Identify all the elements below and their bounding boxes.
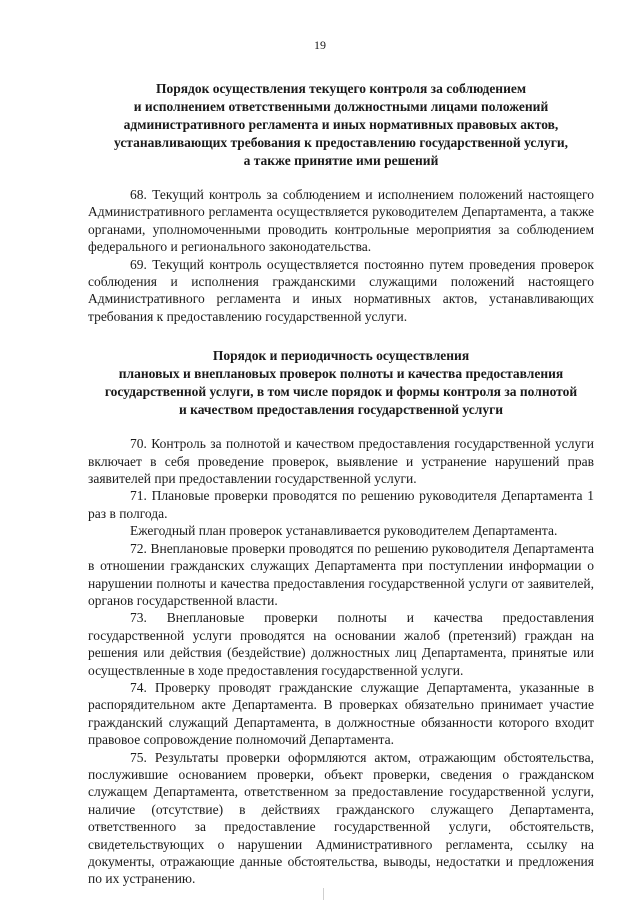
- paragraph-annual-plan: Ежегодный план проверок устанавливается руководителем Департамента.: [130, 523, 558, 539]
- paragraph-73: 73. Внеплановые проверки полноты и качества предоставления государственной услуги проводятся на основании жалоб (претензий) граждан на решения или действия (бездействие) должностных лиц Департамента, принятые или осуществленные в ходе предоставления государственной услуги.: [88, 610, 594, 678]
- scan-mark: [323, 888, 324, 900]
- paragraph-70: 70. Контроль за полнотой и качеством предоставления государственной услуги включает в себя проведение проверок, выявление и устранение нарушений прав заявителей при предоставлении государственной услуги.: [88, 436, 594, 487]
- heading-line: Порядок осуществления текущего контроля за соблюдением: [155, 81, 527, 96]
- paragraph-74: 74. Проверку проводят гражданские служащие Департамента, указанные в распорядительном акте Департамента. В проверках обязательно принимает участие гражданский служащий Департамента, в должностные обязанности которого входит правовое сопровождение полномочий Департамента.: [88, 679, 594, 748]
- paragraph-72: 72. Внеплановые проверки проводятся по решению руководителя Департамента в отношении гражданских служащих Департамента при поступлении информации о нарушении полноты и качества предоставления государственной услуги от заявителей, органов государственной власти.: [88, 540, 594, 608]
- page-number: 19: [314, 38, 326, 52]
- heading-line: Порядок и периодичность осуществления: [212, 348, 470, 364]
- paragraph-68: 68. Текущий контроль за соблюдением и исполнением положений настоящего Административного регламента осуществляется руководителем Департамента, а также органами, уполномоченными проводить контрольные мероприятия за соблюдением федерального и регионального законодательства.: [88, 187, 594, 255]
- heading-line: и качеством предоставления государственной услуги: [179, 402, 503, 418]
- heading-line: государственной услуги, в том числе порядок и формы контроля за полнотой: [104, 384, 578, 400]
- section-heading-inspections: [88, 347, 594, 419]
- paragraph-69: 69. Текущий контроль осуществляется постоянно путем проведения проверок соблюдения и исполнения гражданскими служащими положений настоящего Административного регламента и иных нормативных актов, устанавливающих требования к предоставлению государственной услуги.: [88, 256, 594, 324]
- heading-line: административного регламента и иных нормативных правовых актов,: [123, 117, 559, 132]
- document-body: [88, 80, 594, 888]
- section-heading-current-control: [88, 80, 594, 170]
- paragraph-75: 75. Результаты проверки оформляются актом, отражающим обстоятельства, послужившие основанием проверки, объект проверки, сведения о гражданском служащем Департамента, ответственном за предоставление государственной услуги, наличие (отсутствие) в действиях гражданского служащего Департамента, ответственного за предоставление государственной услуги, обстоятельств, свидетельствующих о нарушении Административного регламента, ссылку на документы, отражающие данные обстоятельства, выводы, недостатки и предложения по их устранению.: [88, 749, 594, 887]
- paragraph-71: 71. Плановые проверки проводятся по решению руководителя Департамента 1 раз в полгода.: [88, 488, 594, 521]
- heading-line: устанавливающих требования к предоставлению государственной услуги,: [113, 135, 569, 150]
- heading-line: а также принятие ими решений: [243, 153, 439, 168]
- heading-line: плановых и внеплановых проверок полноты и качества предоставления: [118, 366, 564, 382]
- heading-line: и исполнением ответственными должностными лицами положений: [133, 99, 549, 114]
